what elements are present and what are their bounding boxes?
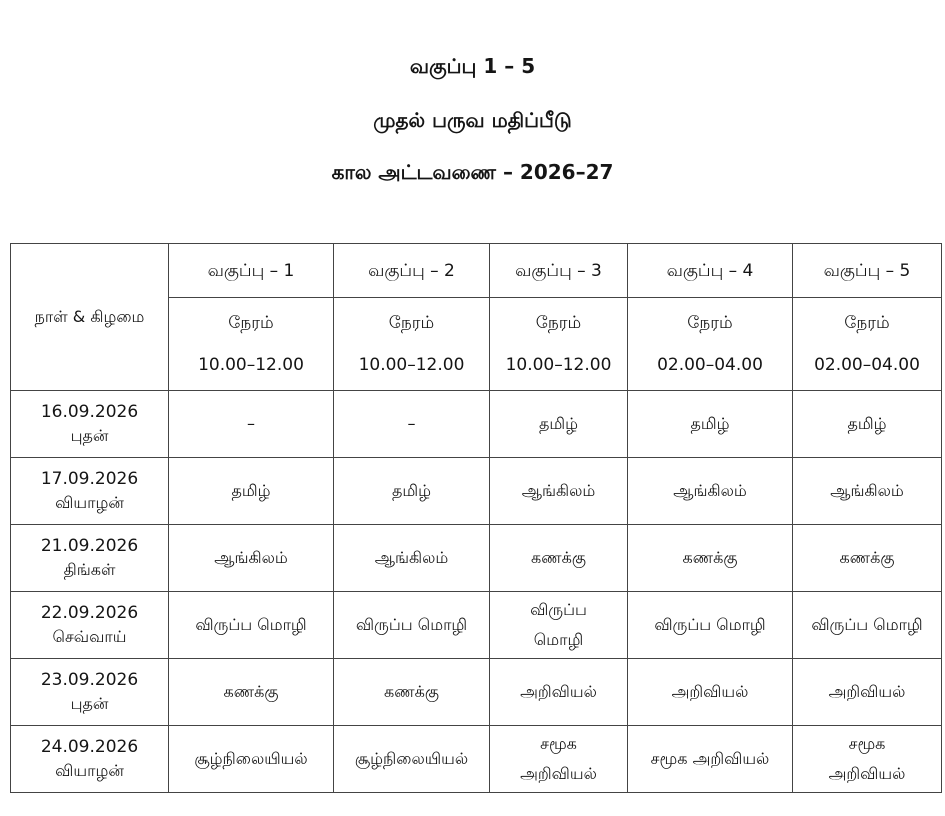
- subject-cell-class-4: [628, 659, 793, 726]
- class-1-time: [169, 298, 334, 391]
- subject-cell-class-3: [490, 592, 628, 659]
- subject-cell-class-2: [334, 726, 490, 793]
- date-day-cell: [11, 391, 169, 458]
- date-day-cell: [11, 659, 169, 726]
- time-label: நேரம்: [535, 313, 582, 333]
- subject-text: சமூக: [848, 734, 886, 753]
- exam-day: புதன்: [70, 694, 109, 713]
- table-row: [11, 726, 942, 793]
- subject-text: தமிழ்: [391, 481, 432, 500]
- subject-cell-class-4: [628, 525, 793, 592]
- class-3-header: வகுப்பு – 3: [490, 244, 628, 298]
- subject-cell-class-3: [490, 391, 628, 458]
- timetable: [10, 243, 942, 793]
- class-4-time: [628, 298, 793, 391]
- subject-text: அறிவியல்: [520, 764, 597, 783]
- time-value: 02.00–04.00: [657, 355, 763, 375]
- date-day-cell: [11, 592, 169, 659]
- table-row: [11, 391, 942, 458]
- class-5-time: [793, 298, 942, 391]
- subject-text: கணக்கு: [839, 548, 895, 567]
- class-2-time: [334, 298, 490, 391]
- time-label: நேரம்: [228, 313, 274, 333]
- subject-cell-class-4: [628, 592, 793, 659]
- title-assessment: முதல் பருவ மதிப்பீடு: [373, 108, 572, 132]
- class-5-header: வகுப்பு – 5: [793, 244, 942, 298]
- subject-text: ஆங்கிலம்: [374, 548, 449, 567]
- class-4-header: வகுப்பு – 4: [628, 244, 793, 298]
- exam-day: வியாழன்: [55, 493, 124, 512]
- subject-cell-class-1: [169, 726, 334, 793]
- subject-text: கணக்கு: [223, 682, 279, 701]
- subject-text: விருப்ப மொழி: [355, 615, 468, 634]
- subject-cell-class-5: [793, 726, 942, 793]
- exam-day: செவ்வாய்: [52, 627, 127, 646]
- time-value: 02.00–04.00: [814, 355, 920, 375]
- table-row: [11, 525, 942, 592]
- subject-text: ஆங்கிலம்: [830, 481, 904, 500]
- subject-text: தமிழ்: [690, 414, 730, 433]
- subject-cell-class-5: [793, 458, 942, 525]
- subject-text: மொழி: [533, 630, 584, 649]
- exam-day: வியாழன்: [55, 761, 124, 780]
- subject-text: அறிவியல்: [828, 682, 906, 701]
- subject-cell-class-5: [793, 659, 942, 726]
- subject-cell-class-5: [793, 525, 942, 592]
- subject-text: கணக்கு: [682, 548, 738, 567]
- subject-cell-class-2: [334, 592, 490, 659]
- subject-text: –: [407, 414, 416, 433]
- subject-cell-class-2: [334, 659, 490, 726]
- subject-text: தமிழ்: [231, 481, 271, 500]
- subject-text: ஆங்கிலம்: [673, 481, 747, 500]
- subject-text: சூழ்நிலையியல்: [354, 749, 469, 768]
- date-day-header: நாள் & கிழமை: [11, 244, 169, 391]
- subject-cell-class-5: [793, 592, 942, 659]
- subject-text: கணக்கு: [384, 682, 439, 701]
- table-row: [11, 458, 942, 525]
- subject-cell-class-3: [490, 525, 628, 592]
- subject-text: தமிழ்: [847, 414, 887, 433]
- subject-text: விருப்ப மொழி: [654, 615, 766, 634]
- subject-cell-class-3: [490, 659, 628, 726]
- exam-date: 17.09.2026: [40, 469, 139, 489]
- exam-day: திங்கள்: [63, 560, 116, 579]
- subject-text: ஆங்கிலம்: [214, 548, 288, 567]
- subject-text: ஆங்கிலம்: [521, 481, 596, 500]
- subject-text: அறிவியல்: [671, 682, 749, 701]
- subject-text: –: [247, 414, 255, 433]
- exam-day: புதன்: [70, 426, 109, 445]
- subject-text: விருப்ப: [530, 600, 587, 619]
- subject-cell-class-2: [334, 458, 490, 525]
- subject-text: சூழ்நிலையியல்: [194, 749, 308, 768]
- exam-date: 23.09.2026: [40, 670, 139, 690]
- subject-cell-class-4: [628, 726, 793, 793]
- subject-cell-class-2: [334, 525, 490, 592]
- subject-cell-class-5: [793, 391, 942, 458]
- subject-cell-class-4: [628, 458, 793, 525]
- time-value: 10.00–12.00: [358, 355, 465, 375]
- subject-cell-class-1: [169, 458, 334, 525]
- subject-text: கணக்கு: [531, 548, 586, 567]
- time-label: நேரம்: [388, 313, 435, 333]
- subject-cell-class-1: [169, 592, 334, 659]
- subject-cell-class-1: [169, 391, 334, 458]
- table-row: [11, 592, 942, 659]
- date-day-cell: [11, 458, 169, 525]
- subject-cell-class-1: [169, 659, 334, 726]
- exam-date: 16.09.2026: [40, 402, 139, 422]
- subject-cell-class-2: [334, 391, 490, 458]
- subject-text: சமூக அறிவியல்: [650, 749, 770, 768]
- subject-text: விருப்ப மொழி: [811, 615, 923, 634]
- exam-date: 22.09.2026: [40, 603, 139, 623]
- title-timetable: கால அட்டவணை – 2026–27: [331, 160, 614, 184]
- subject-text: தமிழ்: [538, 414, 579, 433]
- subject-text: அறிவியல்: [828, 764, 906, 783]
- time-label: நேரம்: [687, 313, 733, 333]
- table-row: [11, 659, 942, 726]
- subject-cell-class-3: [490, 726, 628, 793]
- subject-cell-class-3: [490, 458, 628, 525]
- subject-text: சமூக: [540, 734, 577, 753]
- class-3-time: [490, 298, 628, 391]
- exam-date: 21.09.2026: [40, 536, 139, 556]
- date-day-cell: [11, 726, 169, 793]
- time-value: 10.00–12.00: [198, 355, 304, 375]
- class-2-header: வகுப்பு – 2: [334, 244, 490, 298]
- subject-text: விருப்ப மொழி: [195, 615, 307, 634]
- subject-cell-class-4: [628, 391, 793, 458]
- date-day-cell: [11, 525, 169, 592]
- time-label: நேரம்: [844, 313, 890, 333]
- exam-date: 24.09.2026: [40, 737, 139, 757]
- title-class-range: வகுப்பு 1 – 5: [409, 54, 536, 78]
- subject-cell-class-1: [169, 525, 334, 592]
- subject-text: அறிவியல்: [520, 682, 597, 701]
- time-value: 10.00–12.00: [505, 355, 612, 375]
- class-1-header: வகுப்பு – 1: [169, 244, 334, 298]
